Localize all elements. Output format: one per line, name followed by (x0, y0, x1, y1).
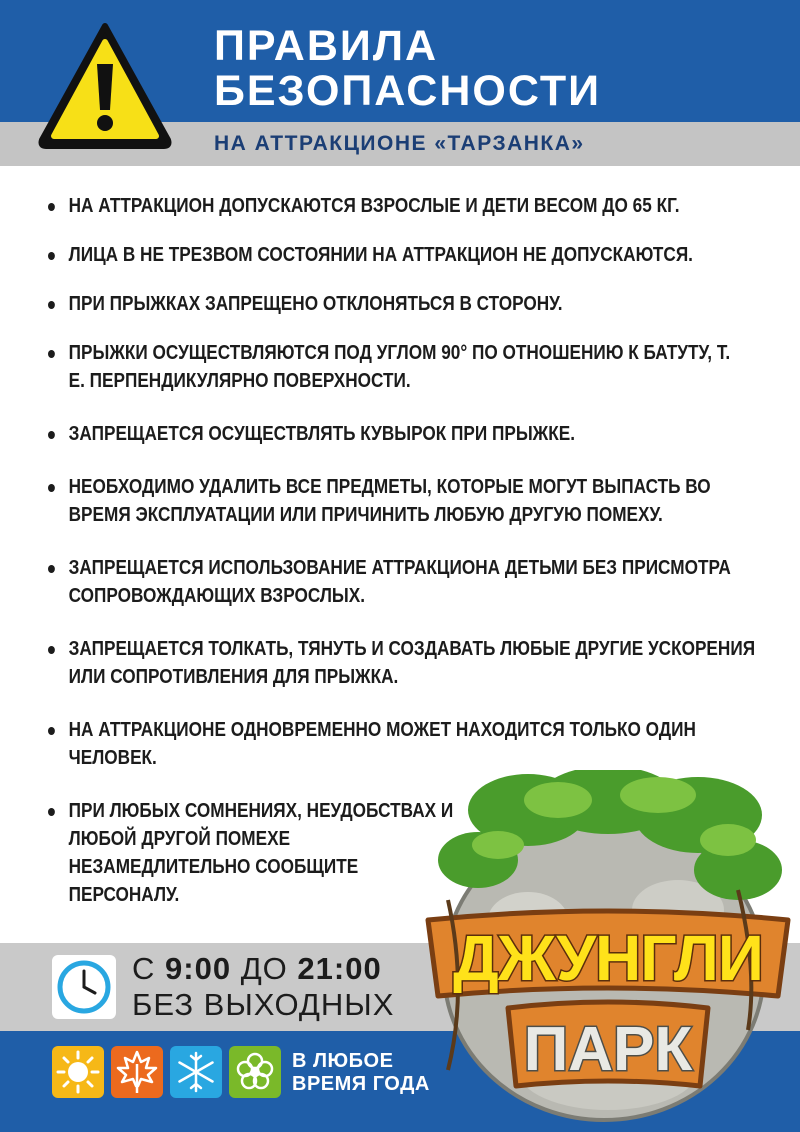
bullet (48, 301, 55, 309)
logo-word-1: ДЖУНГЛИ (453, 922, 763, 994)
jungle-park-logo (408, 770, 800, 1132)
logo-word-2: ПАРК (523, 1015, 693, 1084)
page-subtitle: НА АТТРАКЦИОНЕ «ТАРЗАНКА» (214, 132, 585, 155)
rule-text-line: ЗАПРЕЩАЕТСЯ ТОЛКАТЬ, ТЯНУТЬ И СОЗДАВАТЬ ЛЮБЫЕ ДРУГИЕ УСКОРЕНИЯ (68, 638, 756, 660)
rule-item (48, 554, 757, 610)
rule-text: НА АТТРАКЦИОН ДОПУСКАЮТСЯ ВЗРОСЛЫЕ И ДЕТИ ВЕСОМ ДО 65 КГ. (68, 195, 680, 217)
rule-text: ЗАПРЕЩАЕТСЯ ОСУЩЕСТВЛЯТЬ КУВЫРОК ПРИ ПРЫЖКЕ. (68, 423, 575, 445)
rule-item (48, 339, 757, 395)
bullet (48, 565, 55, 573)
hours-line (132, 951, 394, 987)
rule-text-line: ИЛИ СОПРОТИВЛЕНИЯ ДЛЯ ПРЫЖКА. (68, 666, 399, 688)
rule-text-line: НА АТТРАКЦИОНЕ ОДНОВРЕМЕННО МОЖЕТ НАХОДИТСЯ ТОЛЬКО ОДИН (68, 719, 696, 741)
flower-icon (229, 1046, 281, 1098)
title-line-1: ПРАВИЛА (214, 22, 439, 70)
bullet (48, 808, 55, 816)
rule-text-line: ПРЫЖКИ ОСУЩЕСТВЛЯЮТСЯ ПОД УГЛОМ 90° ПО ОТНОШЕНИЮ К БАТУТУ, Т. (68, 342, 731, 364)
rule-item (48, 716, 757, 772)
rule-text: ПРИ ПРЫЖКАХ ЗАПРЕЩЕНО ОТКЛОНЯТЬСЯ В СТОРОНУ. (68, 293, 563, 315)
rule-item (48, 192, 757, 220)
open-time: 9:00 (165, 951, 232, 986)
clock-icon (52, 955, 116, 1019)
page-title (214, 24, 601, 114)
hours-from: С (132, 951, 156, 986)
rule-item (48, 473, 757, 529)
bullet (48, 727, 55, 735)
title-line-2: БЕЗОПАСНОСТИ (214, 67, 602, 115)
opening-hours (132, 951, 394, 1023)
snowflake-icon (170, 1046, 222, 1098)
rule-text-line: ПРИ ЛЮБЫХ СОМНЕНИЯХ, НЕУДОБСТВАХ И (68, 800, 454, 822)
rule-text-line: ВРЕМЯ ЭКСПЛУАТАЦИИ ИЛИ ПРИЧИНИТЬ ЛЮБУЮ ДРУГУЮ ПОМЕХУ. (68, 504, 663, 526)
rule-text-line: Е. ПЕРПЕНДИКУЛЯРНО ПОВЕРХНОСТИ. (68, 370, 411, 392)
bullet (48, 431, 55, 439)
rule-item (48, 290, 757, 318)
bullet (48, 646, 55, 654)
rule-text-line: ЗАПРЕЩАЕТСЯ ИСПОЛЬЗОВАНИЕ АТТРАКЦИОНА ДЕТЬМИ БЕЗ ПРИСМОТРА (68, 557, 731, 579)
sun-icon (52, 1046, 104, 1098)
rule-item (48, 420, 757, 448)
hours-to: ДО (240, 951, 288, 986)
rule-item (48, 635, 757, 691)
seasons-line-2: ВРЕМЯ ГОДА (292, 1073, 430, 1095)
bullet (48, 252, 55, 260)
bullet (48, 484, 55, 492)
rule-text-line: СОПРОВОЖДАЮЩИХ ВЗРОСЛЫХ. (68, 585, 365, 607)
rule-text-line: ЧЕЛОВЕК. (68, 747, 157, 769)
rule-text: ЛИЦА В НЕ ТРЕЗВОМ СОСТОЯНИИ НА АТТРАКЦИОН НЕ ДОПУСКАЮТСЯ. (68, 244, 693, 266)
rule-text-line: НЕОБХОДИМО УДАЛИТЬ ВСЕ ПРЕДМЕТЫ, КОТОРЫЕ МОГУТ ВЫПАСТЬ ВО (68, 476, 711, 498)
maple-leaf-icon (111, 1046, 163, 1098)
warning-triangle-icon (36, 20, 174, 152)
hours-days: БЕЗ ВЫХОДНЫХ (132, 987, 395, 1022)
close-time: 21:00 (297, 951, 382, 986)
rule-item (48, 241, 757, 269)
bullet (48, 350, 55, 358)
rule-text-line: ЛЮБОЙ ДРУГОЙ ПОМЕХЕ (68, 828, 291, 850)
rule-text-line: НЕЗАМЕДЛИТЕЛЬНО СООБЩИТЕ (68, 856, 359, 878)
bullet (48, 203, 55, 211)
rule-text-line: ПЕРСОНАЛУ. (68, 884, 180, 906)
seasons-line-1: В ЛЮБОЕ (292, 1050, 394, 1072)
